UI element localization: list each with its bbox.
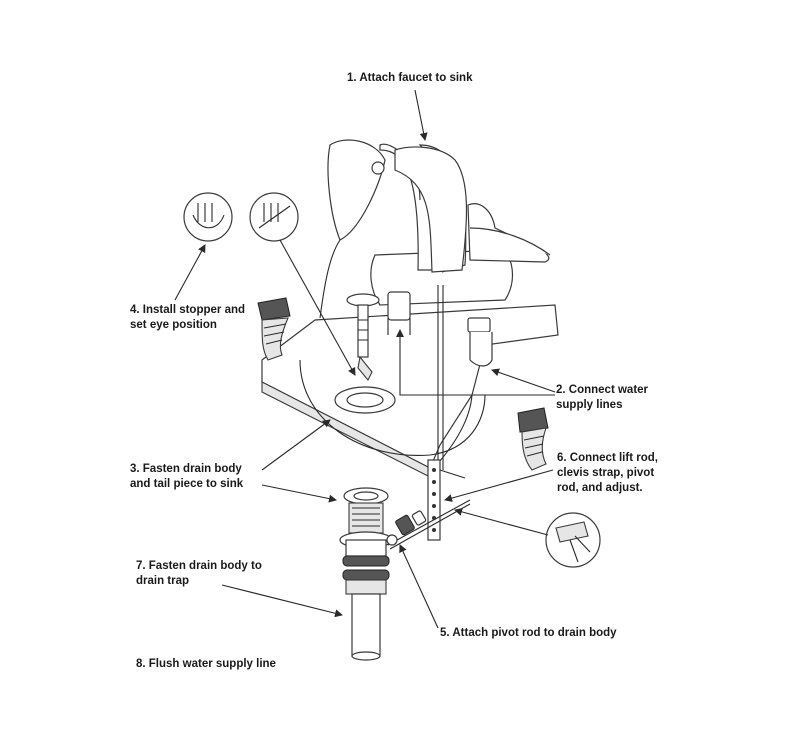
step-6-line-2: clevis strap, pivot [557,467,655,479]
step-7-label [136,559,262,589]
step-1-label [347,71,472,86]
step-3-line-2: and tail piece to sink [130,478,244,490]
step-5-label [440,626,617,641]
drain-body [340,488,392,660]
step-4-label [130,303,245,333]
step-6-line-1: 6. Connect lift rod, [557,452,658,464]
step-4-line-1: 4. Install stopper and [130,304,246,316]
step-1-text: 1. Attach faucet to sink [347,72,473,84]
step-4-line-2: set eye position [130,319,217,331]
stopper-detail-circle-2 [250,193,298,241]
step-2-line-2: supply lines [556,399,623,411]
step-3-label [130,462,243,492]
clevis-detail-circle [546,513,600,567]
step-2-line-1: 2. Connect water [556,384,649,396]
drain-flange [335,387,395,413]
step-2-label [556,383,648,413]
step-8-text: 8. Flush water supply line [136,658,276,670]
stopper-detail-circle-1 [184,193,232,241]
supply-line-right [518,408,548,470]
step-6-line-3: rod, and adjust. [557,482,643,494]
step-3-line-1: 3. Fasten drain body [130,463,242,475]
step-8-label [136,657,276,672]
step-5-text: 5. Attach pivot rod to drain body [440,627,617,639]
step-7-line-2: drain trap [136,575,190,587]
step-7-line-1: 7. Fasten drain body to [136,560,262,572]
step-6-label [557,451,658,496]
